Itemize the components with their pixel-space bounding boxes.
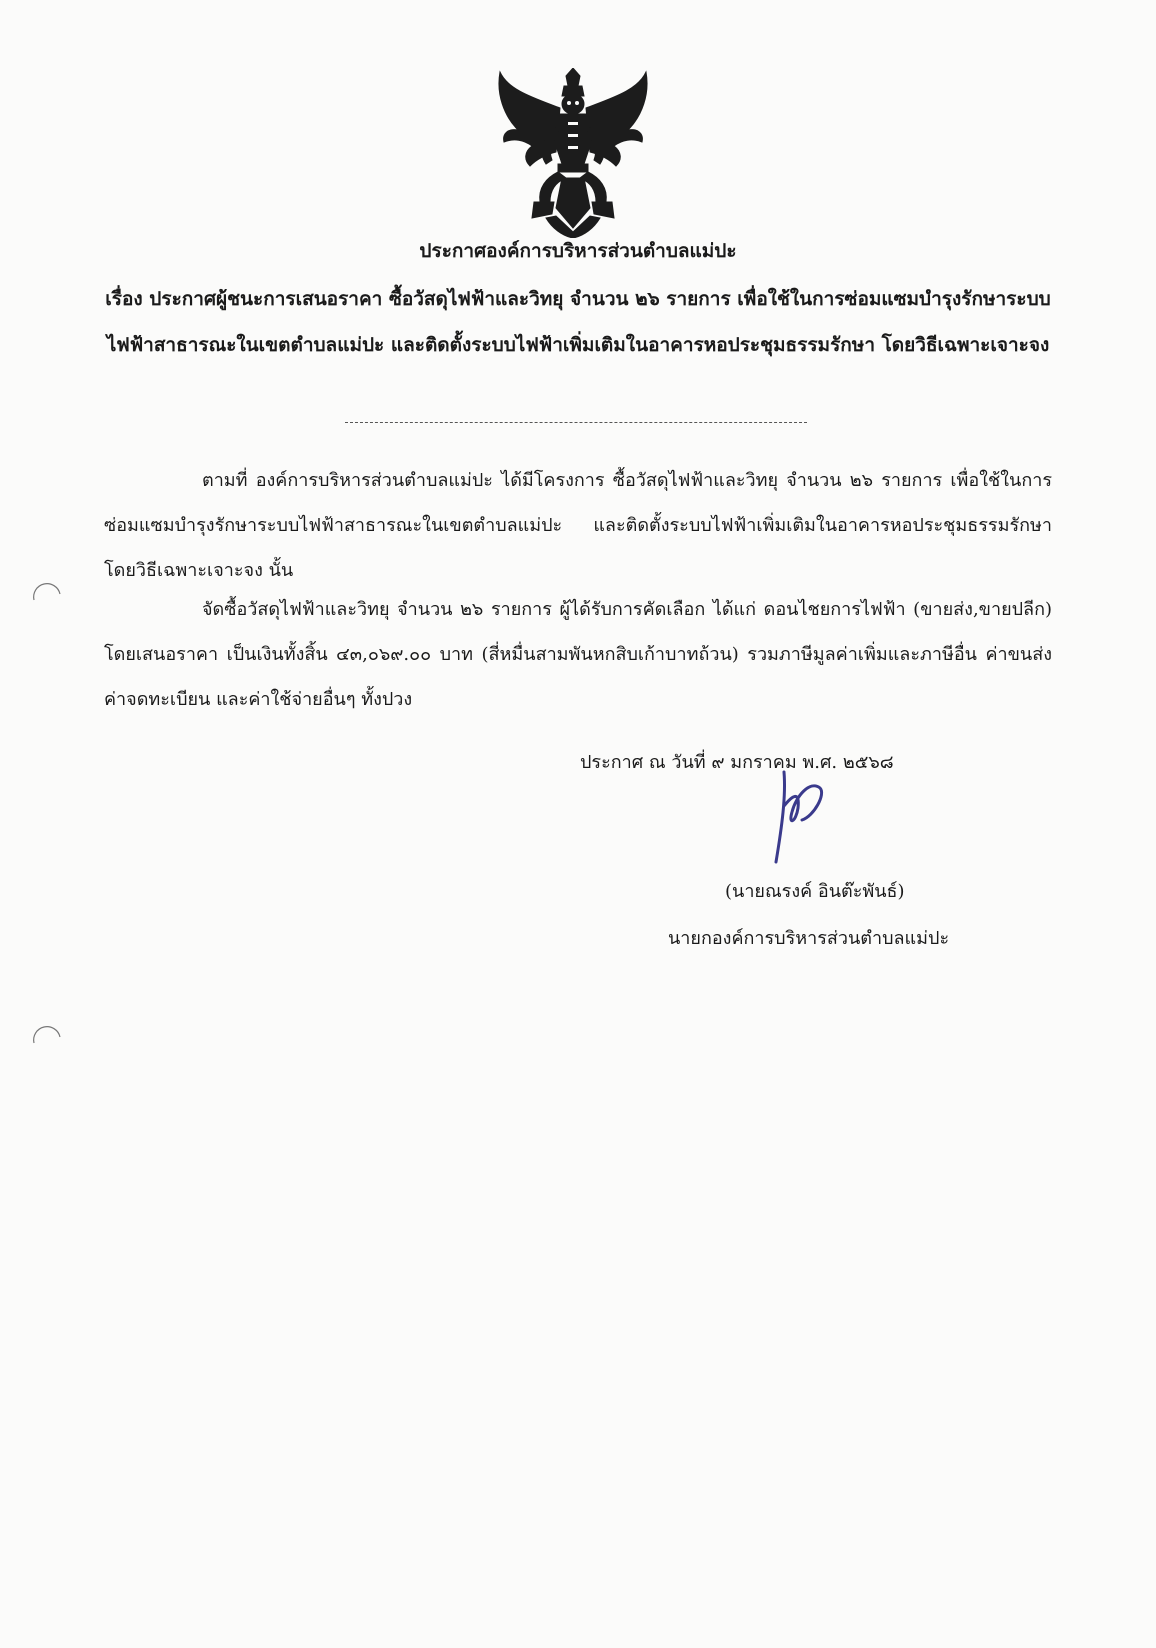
signature-mark-icon <box>770 766 830 866</box>
signer-title: นายกองค์การบริหารส่วนตำบลแม่ปะ <box>668 928 950 949</box>
punch-hole-icon <box>30 580 64 614</box>
document-title: ประกาศองค์การบริหารส่วนตำบลแม่ปะ <box>419 240 737 262</box>
divider-line <box>345 422 807 423</box>
punch-hole-icon <box>30 1023 64 1057</box>
signer-name: (นายณรงค์ อินต๊ะพันธ์) <box>725 881 905 902</box>
garuda-emblem-icon <box>494 68 652 238</box>
body-paragraph-1: ตามที่ องค์การบริหารส่วนตำบลแม่ปะ ได้มีโครงการ ซื้อวัสดุไฟฟ้าและวิทยุ จำนวน ๒๖ รายการ เพื่อใช้ในการซ่อมแซมบำรุงรักษาระบบไฟฟ้าสาธารณะในเขตตำบลแม่ปะ และติดตั้งระบบไฟฟ้าเพิ่มเติมในอาคารหอประชุมธรรมรักษา โดยวิธีเฉพาะเจาะจง นั้น <box>104 470 1052 581</box>
body-paragraph-2: จัดซื้อวัสดุไฟฟ้าและวิทยุ จำนวน ๒๖ รายการ ผู้ได้รับการคัดเลือก ได้แก่ ดอนไชยการไฟฟ้า (ขายส่ง,ขายปลีก) โดยเสนอราคา เป็นเงินทั้งสิ้น ๔๓,๐๖๙.๐๐ บาท (สี่หมื่นสามพันหกสิบเก้าบาทถ้วน) รวมภาษีมูลค่าเพิ่มและภาษีอื่น ค่าขนส่ง ค่าจดทะเบียน และค่าใช้จ่ายอื่นๆ ทั้งปวง <box>104 599 1052 710</box>
announce-date: ประกาศ ณ วันที่ ๙ มกราคม พ.ศ. ๒๕๖๘ <box>580 752 894 773</box>
document-subject: เรื่อง ประกาศผู้ชนะการเสนอราคา ซื้อวัสดุไฟฟ้าและวิทยุ จำนวน ๒๖ รายการ เพื่อใช้ในการซ่อมแซมบำรุงรักษาระบบไฟฟ้าสาธารณะในเขตตำบลแม่ปะ และติดตั้งระบบไฟฟ้าเพิ่มเติมในอาคารหอประชุมธรรมรักษา โดยวิธีเฉพาะเจาะจง <box>105 288 1051 356</box>
